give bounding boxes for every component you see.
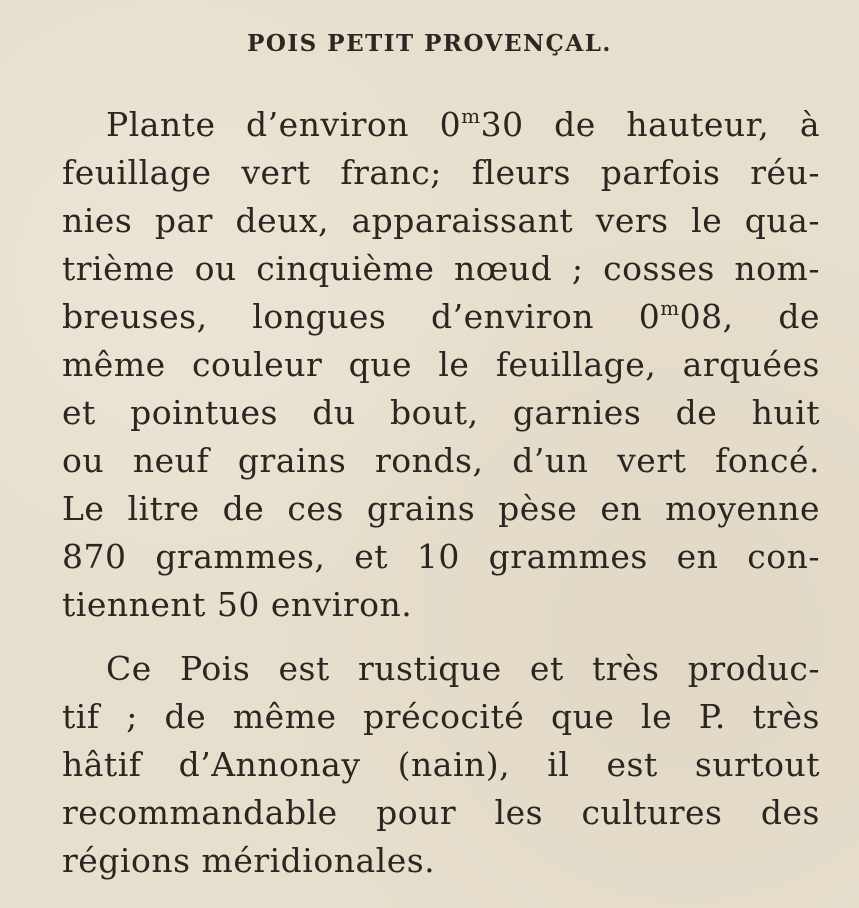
text-segment: Plante d’environ 0 — [106, 105, 462, 144]
text-line: hâtif d’Annonay (nain), il est surtout — [62, 745, 820, 784]
text-line: nies par deux, apparaissant vers le qua- — [62, 201, 820, 240]
superscript-unit: m — [461, 104, 481, 128]
text-line: Le litre de ces grains pèse en moyenne — [62, 489, 820, 528]
text-segment: 08, de — [679, 297, 821, 336]
paragraph-notes — [62, 645, 820, 885]
text-line: et pointues du bout, garnies de huit — [62, 393, 820, 432]
text-line: même couleur que le feuillage, arquées — [62, 345, 820, 384]
superscript-unit: m — [660, 296, 680, 320]
text-segment: breuses, longues d’environ 0 — [62, 297, 661, 336]
text-line: 870 grammes, et 10 grammes en con- — [62, 537, 820, 576]
paragraph-description — [62, 101, 820, 629]
text-line: recommandable pour les cultures des — [62, 793, 820, 832]
text-line: régions méridionales. — [62, 841, 436, 880]
text-line: ou neuf grains ronds, d’un vert foncé. — [62, 441, 820, 480]
page-title: POIS PETIT PROVENÇAL. — [247, 30, 612, 57]
text-line: tiennent 50 environ. — [62, 585, 413, 624]
text-line — [62, 293, 820, 341]
text-line: feuillage vert franc; fleurs parfois réu- — [62, 153, 820, 192]
text-line: tif ; de même précocité que le P. très — [62, 697, 820, 736]
text-line: Ce Pois est rustique et très produc- — [106, 649, 820, 688]
text-line: trième ou cinquième nœud ; cosses nom- — [62, 249, 820, 288]
text-line — [62, 101, 820, 149]
text-segment: 30 de hauteur, à — [480, 105, 820, 144]
